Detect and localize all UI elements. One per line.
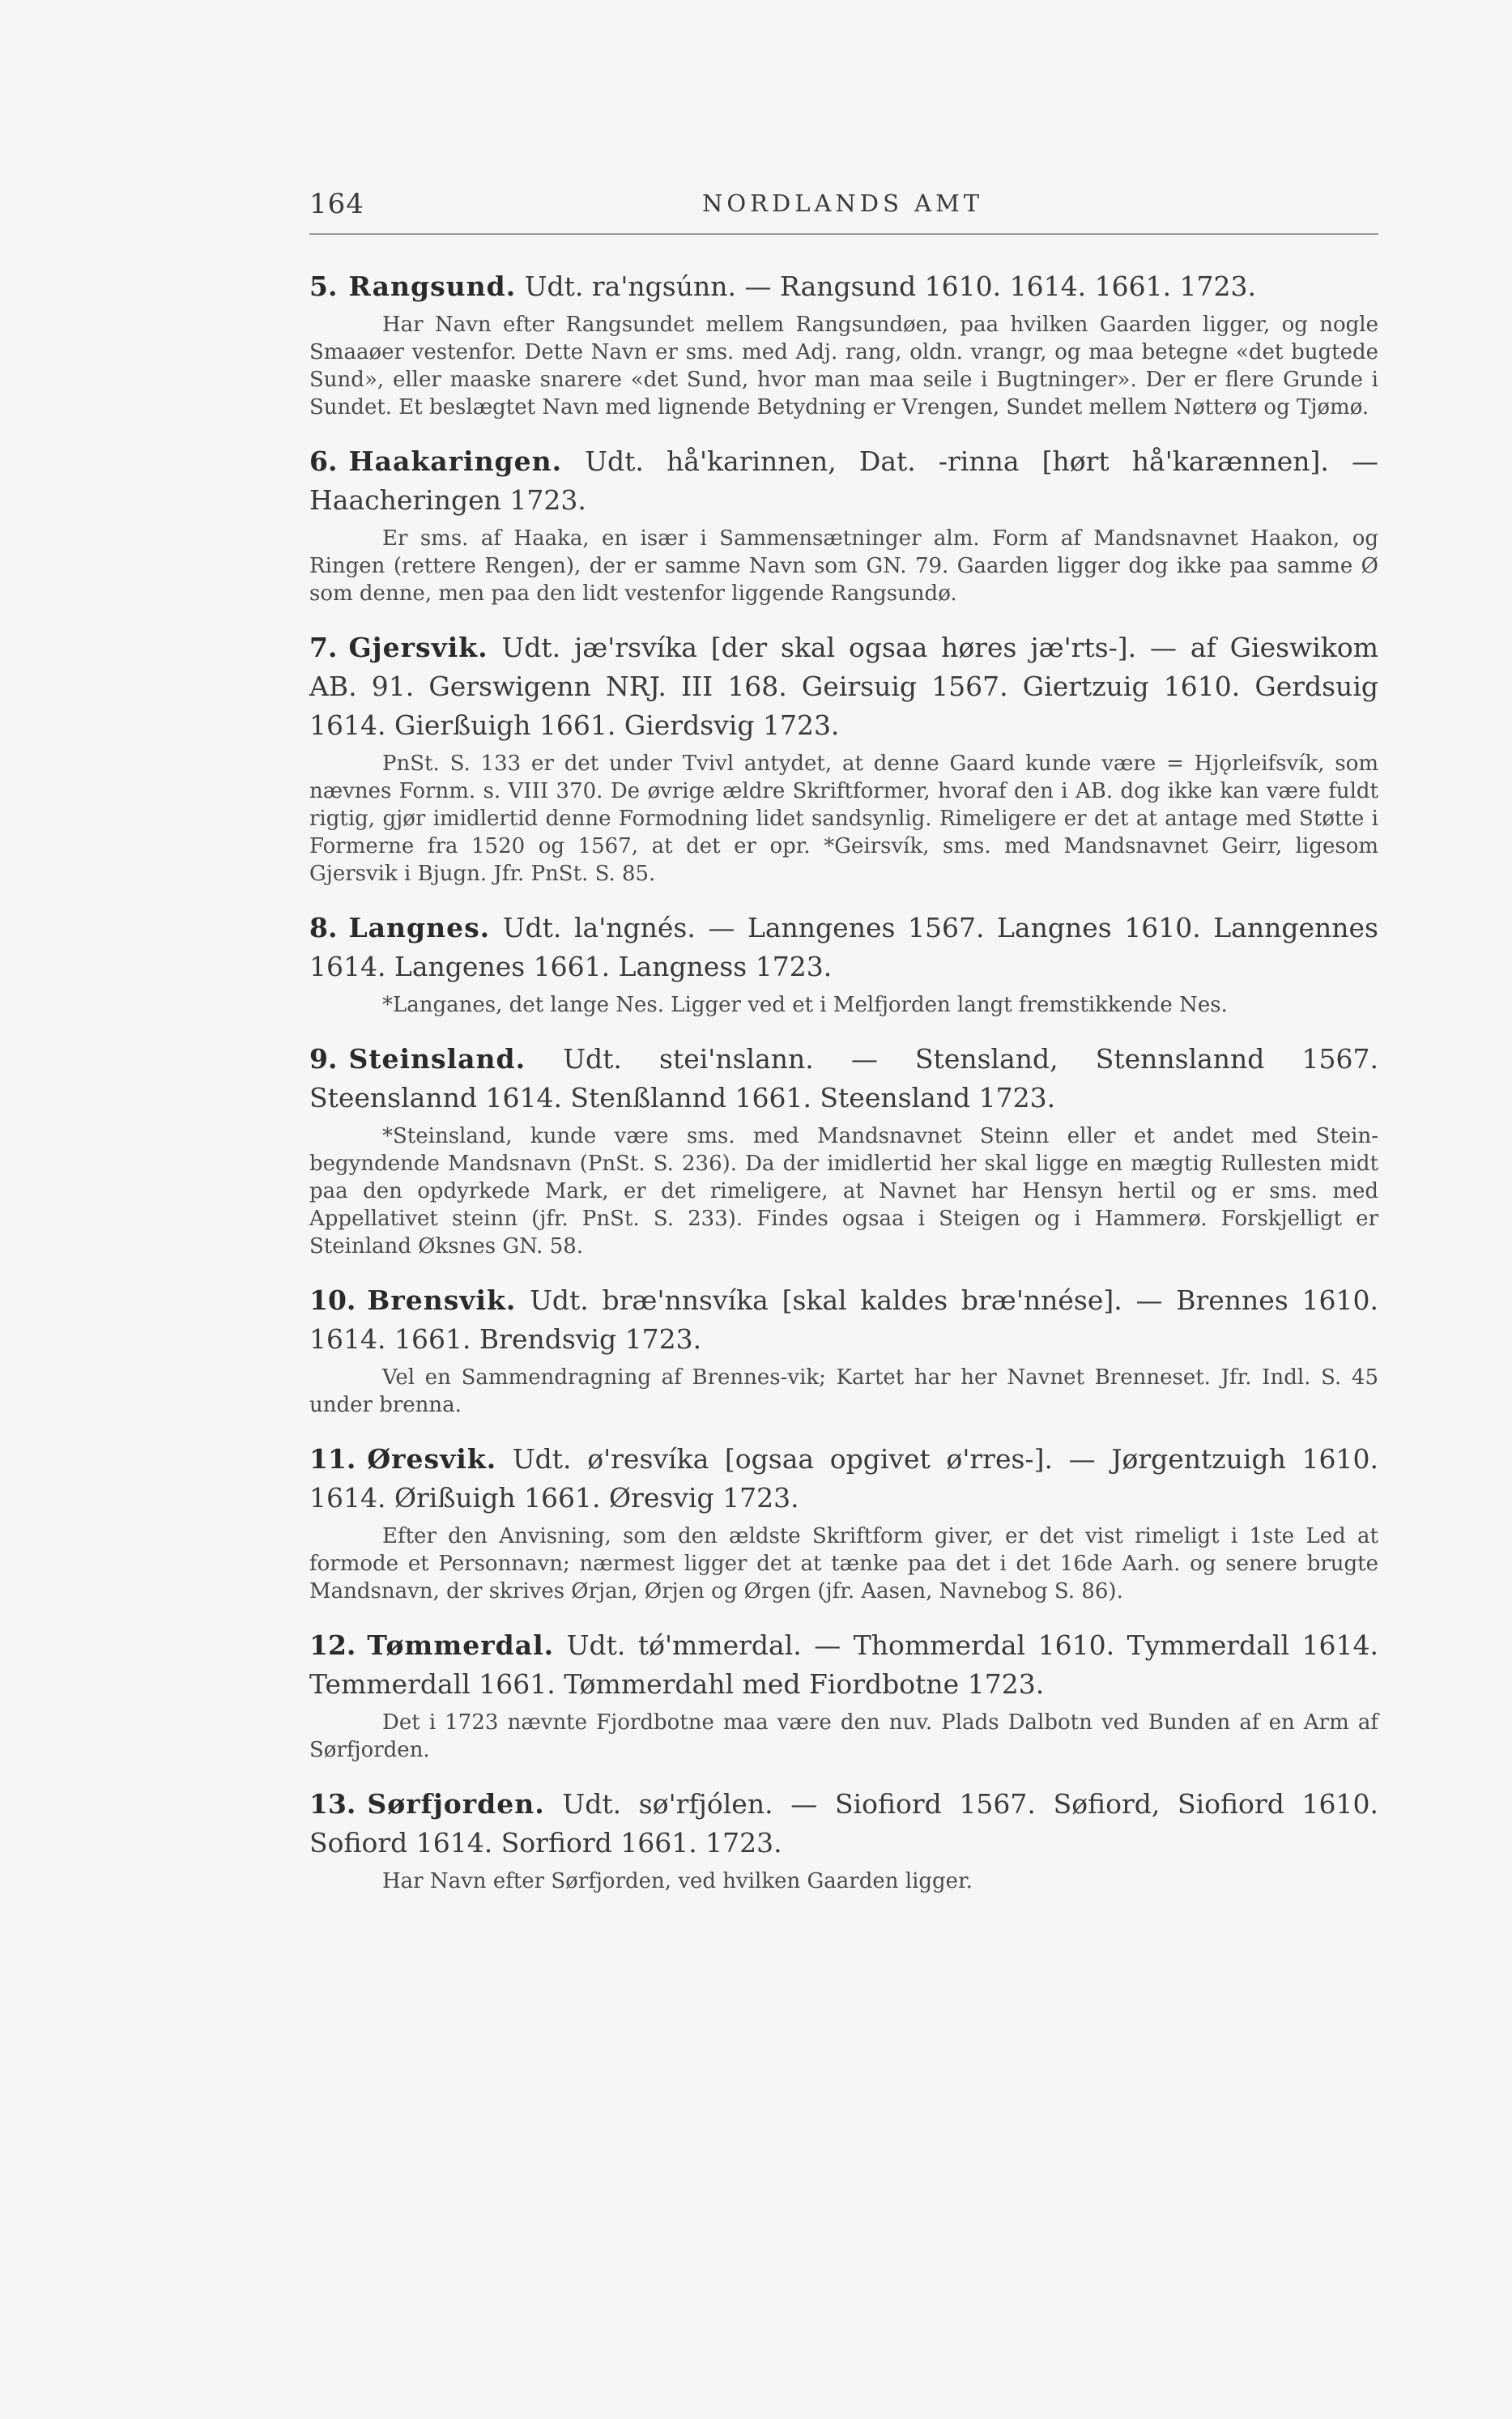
entry-8 xyxy=(309,909,1378,1019)
entry-heading xyxy=(309,909,1378,986)
entry-heading xyxy=(309,1040,1378,1118)
entry-forms: Udt. sø'rfjólen. — Siofiord 1567. Søfiord, Siofiord 1610. Sofiord 1614. Sorfiord 1661. 1723. xyxy=(309,1788,1378,1859)
page-header xyxy=(309,188,1378,236)
entry-name: Gjersvik. xyxy=(348,632,488,663)
entry-forms: Udt. hå'karinnen, Dat. -rinna [hørt hå'karænnen]. — Haacheringen 1723. xyxy=(309,445,1378,516)
entry-heading xyxy=(309,628,1378,745)
entry-name: Rangsund. xyxy=(348,270,517,302)
entry-text: Er sms. af Haaka, en især i Sammensætninger alm. Form af Mandsnavnet Haakon, og Ringen (rettere Rengen), der er samme Navn som GN. 79. Gaarden ligger dog ikke paa samme Ø som denne, men paa den lidt vestenfor liggende Rangsundø. xyxy=(309,526,1378,606)
entry-text: *Steinsland, kunde være sms. med Mandsnavnet Steinn eller et andet med Stein- begyndende Mandsnavn (PnSt. S. 236). Da der imidlertid her skal ligge en mægtig Rullesten midt paa den opdyrkede Mark, er det rimeligere, at Navnet har Hensyn hertil og er sms. med Appellativet steinn (jfr. PnSt. S. 233). Findes ogsaa i Steigen og i Hammerø. Forskjelligt er Steinland Øksnes GN. 58. xyxy=(309,1124,1378,1258)
entry-forms: Udt. la'ngnés. — Lanngenes 1567. Langnes 1610. Lanngennes 1614. Langenes 1661. Langness 1723. xyxy=(309,912,1378,982)
entry-number: 10. xyxy=(309,1284,356,1316)
entry-number: 7. xyxy=(309,632,338,663)
entry-text: Vel en Sammendragning af Brennes-vik; Kartet har her Navnet Brenneset. Jfr. Indl. S. 45 under brenna. xyxy=(309,1365,1378,1417)
entry-13 xyxy=(309,1785,1378,1895)
entry-heading xyxy=(309,267,1378,306)
entry-text: Har Navn efter Sørfjorden, ved hvilken Gaarden ligger. xyxy=(382,1869,973,1893)
entry-10 xyxy=(309,1281,1378,1419)
entry-number: 6. xyxy=(309,445,338,477)
running-title: NORDLANDS AMT xyxy=(702,190,984,217)
page-number: 164 xyxy=(309,188,364,220)
entry-text: Har Navn efter Rangsundet mellem Rangsundøen, paa hvilken Gaarden ligger, og nogle Smaaøer vestenfor. Dette Navn er sms. med Adj. rang, oldn. vrangr, og maa betegne «det bugtede Sund», eller maaske snarere «det Sund, hvor man maa seile i Bugtninger». Der er flere Grunde i Sundet. Et beslægtet Navn med lignende Betydning er Vrengen, Sundet mellem Nøtterø og Tjømø. xyxy=(309,313,1378,419)
entry-name: Øresvik. xyxy=(367,1443,497,1475)
entry-12 xyxy=(309,1626,1378,1764)
entry-name: Sørfjorden. xyxy=(367,1788,545,1820)
entry-text: Efter den Anvisning, som den ældste Skriftform giver, er det vist rimeligt i 1ste Led at formode et Personnavn; nærmest ligger det at tænke paa det i det 16de Aarh. og senere brugte Mandsnavn, der skrives Ørjan, Ørjen og Ørgen (jfr. Aasen, Navnebog S. 86). xyxy=(309,1524,1378,1603)
entry-text: Det i 1723 nævnte Fjordbotne maa være den nuv. Plads Dalbotn ved Bunden af en Arm af Sørfjorden. xyxy=(309,1710,1378,1762)
entry-11 xyxy=(309,1440,1378,1605)
entry-name: Langnes. xyxy=(348,912,491,943)
entry-forms: Udt. ø'resvíka [ogsaa opgivet ø'rres-]. — Jørgentzuigh 1610. 1614. Ørißuigh 1661. Øresvig 1723. xyxy=(309,1443,1378,1514)
entry-text: PnSt. S. 133 er det under Tvivl antydet, at denne Gaard kunde være = Hjǫrleifsvík, som nævnes Fornm. s. VIII 370. De øvrige ældre Skriftformer, hvoraf den i AB. dog ikke kan være fuldt rigtig, gjør imidlertid denne Formodning lidet sandsynlig. Rimeligere er det at antage med Støtte i Formerne fra 1520 og 1567, at det er opr. *Geirsvík, sms. med Mandsnavnet Geirr, ligesom Gjersvik i Bjugn. Jfr. PnSt. S. 85. xyxy=(309,752,1378,886)
entry-heading xyxy=(309,442,1378,520)
entry-name: Steinsland. xyxy=(348,1043,526,1075)
entry-forms: Udt. jæ'rsvíka [der skal ogsaa høres jæ'rts-]. — af Gieswikom AB. 91. Gerswigenn NRJ. III 168. Geirsuig 1567. Giertzuig 1610. Gerdsuig 1614. Gierßuigh 1661. Gierdsvig 1723. xyxy=(309,632,1378,741)
entry-number: 5. xyxy=(309,270,338,302)
entry-heading xyxy=(309,1281,1378,1359)
entry-name: Tømmerdal. xyxy=(367,1629,555,1661)
entry-heading xyxy=(309,1785,1378,1863)
entry-5 xyxy=(309,267,1378,421)
entry-forms: Udt. ra'ngsúnn. — Rangsund 1610. 1614. 1661. 1723. xyxy=(524,270,1257,302)
entry-number: 9. xyxy=(309,1043,338,1075)
entry-7 xyxy=(309,628,1378,888)
entry-forms: Udt. stei'nslann. — Stensland, Stennslannd 1567. Steenslannd 1614. Stenßlannd 1661. Steensland 1723. xyxy=(309,1043,1378,1114)
entry-name: Brensvik. xyxy=(367,1284,517,1316)
entry-text: *Langanes, det lange Nes. Ligger ved et i Melfjorden langt fremstikkende Nes. xyxy=(382,993,1228,1017)
entry-number: 11. xyxy=(309,1443,356,1475)
entry-9 xyxy=(309,1040,1378,1260)
entry-6 xyxy=(309,442,1378,607)
entry-forms: Udt. bræ'nnsvíka [skal kaldes bræ'nnése]. — Brennes 1610. 1614. 1661. Brendsvig 1723. xyxy=(309,1284,1378,1355)
entry-number: 8. xyxy=(309,912,338,943)
entry-heading xyxy=(309,1440,1378,1518)
entry-forms: Udt. tǿ'mmerdal. — Thommerdal 1610. Tymmerdall 1614. Temmerdall 1661. Tømmerdahl med Fiordbotne 1723. xyxy=(309,1629,1378,1700)
entries-list xyxy=(309,267,1378,1895)
entry-name: Haakaringen. xyxy=(348,445,563,477)
entry-number: 13. xyxy=(309,1788,356,1820)
entry-heading xyxy=(309,1626,1378,1704)
entry-number: 12. xyxy=(309,1629,356,1661)
header-rule xyxy=(309,233,1378,235)
